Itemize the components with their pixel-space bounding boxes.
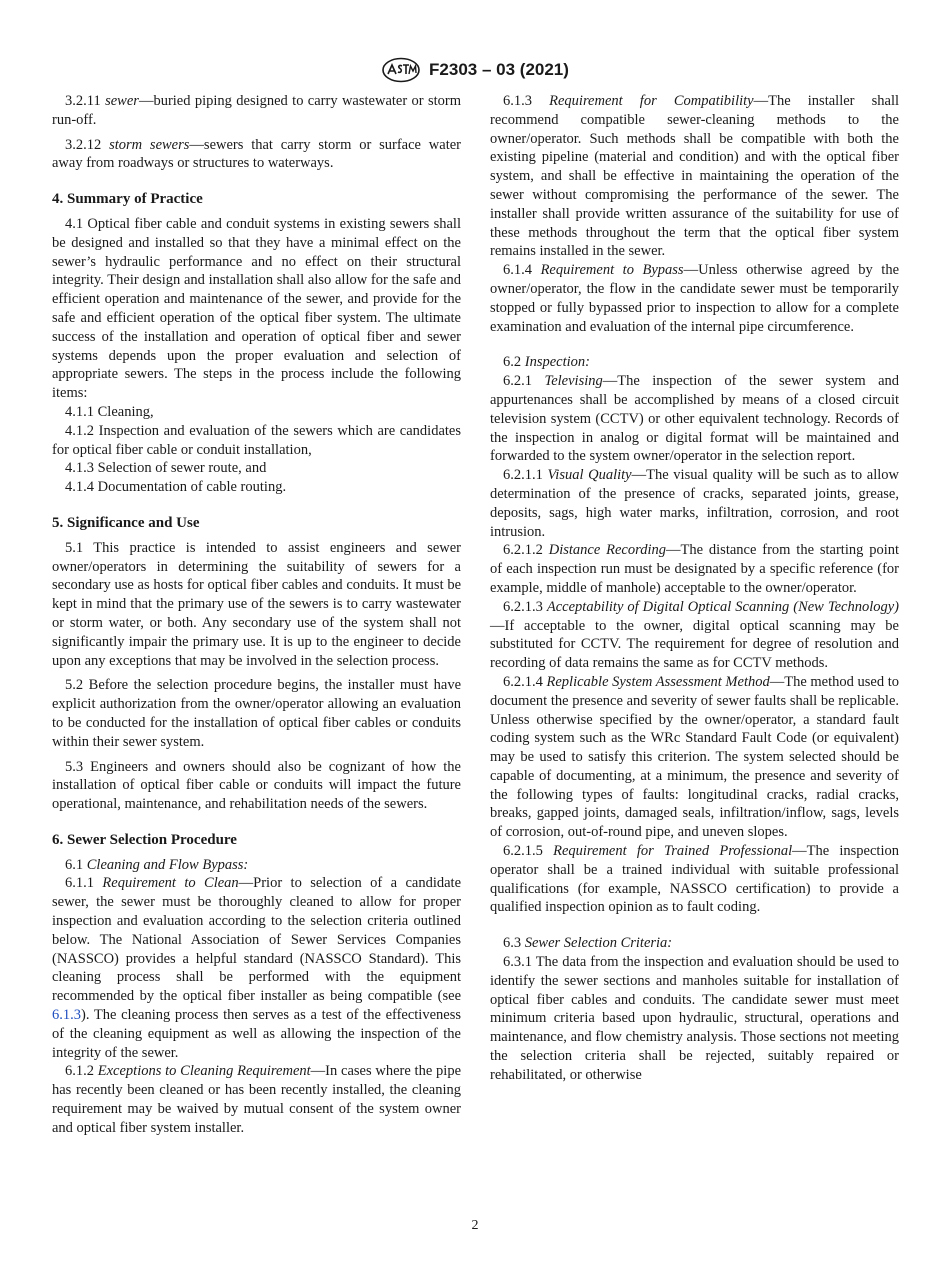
section-heading-6: 6. Sewer Selection Procedure <box>52 831 237 848</box>
paragraph-6-1: 6.1 Cleaning and Flow Bypass: <box>65 856 249 873</box>
paragraph-6-1-2: 6.1.2 Exceptions to Cleaning Requirement—In cases where the pipe has recently been cleaned or has been recently installed, the cleaning requirement may be waived by mutual consent of the system owner and optical fiber system installer. <box>52 1063 461 1136</box>
paragraph-6-1-4: 6.1.4 Requirement to Bypass—Unless otherwise agreed by the owner/operator, the flow in the candidate sewer must be temporarily stopped or fully bypassed prior to inspection to allow for a complete examination and evaluation of the internal pipe circumference. <box>490 262 900 335</box>
paragraph-6-3-1: 6.3.1 The data from the inspection and evaluation should be used to identify the sewer sections and manholes suitable for installation of optical fiber cables and conduits. The candidate sewer must meet minimum criteria based upon hydraulic, structural, operations and maintenance, and flow chemistry analysis. Those sections not meeting the selection criteria shall be rejected, suitably repaired or rehabilitated, or otherwise <box>490 954 899 1083</box>
paragraph-5-1: 5.1 This practice is intended to assist engineers and sewer owner/operators in determining the suitability of sewers for a secondary use as hosts for optical fiber cables and conduits. It must be kept in mind that the primary use of the sewers is to carry wastewater or storm water, or both. Any secondary use of the system shall not significantly impair the primary use. It is up to the engineer to decide upon any exceptions that may be involved in the selection process. <box>52 539 461 669</box>
paragraph-6-2-1-4: 6.2.1.4 Replicable System Assessment Method—The method used to document the presence and severity of sewer faults shall be replicable. Unless otherwise specified by the owner/operator, a standard fault coding system such as the WRc Standard Fault Code (or equivalent) may be used to satisfy this criterion. The system selected should be capable of documenting, at a minimum, the presence and severity of the following types of faults: longitudinal cracks, radial cracks, breaks, gapped joints, damaged seals, infiltration/inflow, sags, levels of corrosion, out-of-round pipe, and uneven slopes. <box>490 673 900 841</box>
section-heading-5: 5. Significance and Use <box>52 514 200 531</box>
paragraph-4-1-4: 4.1.4 Documentation of cable routing. <box>65 479 287 496</box>
section-link-6-1-3[interactable]: 6.1.3 <box>52 1007 81 1024</box>
paragraph-6-2-1: 6.2.1 Televising—The inspection of the sewer system and appurtenances shall be accomplished by means of a closed circuit television system (CCTV) or other equivalent technology. Records of the inspection in analog or digital format will be maintained and forwarded to the system owner/operator in the selection report. <box>490 373 900 465</box>
astm-logo-icon <box>381 57 421 83</box>
document-id: F2303 – 03 (2021) <box>429 60 569 79</box>
paragraph-3-2-11: 3.2.11 sewer—buried piping designed to carry wastewater or storm run-off. <box>52 93 462 128</box>
paragraph-6-1-1: 6.1.1 Requirement to Clean—Prior to selection of a candidate sewer, the sewer must be thoroughly cleaned to allow for proper inspection and evaluation according to the selection criteria outlined below. The National Association of Sewer Services Companies (NASSCO) provides a helpful standard (NASSCO Standard). This cleaning process shall be performed with the equipment recommended by the optical fiber installer as being compatible (see 6.1.3). The cleaning process then serves as a test of the effectiveness of the cleaning equipment as well as allowing the inspection of the integrity of the sewer. <box>52 875 461 1061</box>
page-number: 2 <box>471 1218 479 1233</box>
paragraph-6-2-1-1: 6.2.1.1 Visual Quality—The visual quality will be such as to allow determination of the presence of cracks, separated joints, grease, deposits, sags, high water marks, infiltration, corrosion, and root intrusion. <box>490 467 900 540</box>
left-column <box>52 92 461 1138</box>
paragraph-6-3: 6.3 Sewer Selection Criteria: <box>503 935 673 952</box>
paragraph-4-1-3: 4.1.3 Selection of sewer route, and <box>65 460 267 477</box>
paragraph-6-2-1-5: 6.2.1.5 Requirement for Trained Professional—The inspection operator shall be a trained individual with suitable professional qualifications (for example, NASSCO certification) to provide a qualified inspection opinion as to fault coding. <box>490 843 899 916</box>
paragraph-6-2-1-3: 6.2.1.3 Acceptability of Digital Optical Scanning (New Technology)—If acceptable to the owner, digital optical scanning may be substituted for CCTV. The requirement for degree of resolution and recording of data remains the same as for CCTV methods. <box>490 598 900 672</box>
paragraph-4-1-1: 4.1.1 Cleaning, <box>65 403 154 420</box>
paragraph-4-1-2: 4.1.2 Inspection and evaluation of the sewers which are candidates for optical fiber cable or conduit installation, <box>52 422 461 458</box>
paragraph-6-2: 6.2 Inspection: <box>503 354 590 371</box>
right-column <box>490 92 899 1085</box>
paragraph-6-2-1-2: 6.2.1.2 Distance Recording—The distance from the starting point of each inspection run must be designated by a specific reference (for example, middle of manhole) acceptable to the owner/operator. <box>490 542 900 596</box>
paragraph-3-2-12: 3.2.12 storm sewers—sewers that carry storm or surface water away from roadways or structures to waterways. <box>52 136 461 172</box>
paragraph-4-1: 4.1 Optical fiber cable and conduit systems in existing sewers shall be designed and installed so that they have a minimal effect on the sewer’s hydraulic performance and no effect on their structural integrity. Their design and installation shall also allow for the safe and efficient operation and maintenance of the sewer, and provide for the safe and efficient operation of the optical fiber system. The ultimate success of the installation and operation of optical fiber and sewer systems depends upon the proper evaluation and selection of appropriate sewers. The steps in the process include the following items: <box>52 215 461 402</box>
section-heading-4: 4. Summary of Practice <box>52 191 203 208</box>
paragraph-5-3: 5.3 Engineers and owners should also be cognizant of how the installation of optical fiber cable or conduits will impact the future operational, maintenance, and rehabilitation needs of the sewers. <box>52 758 461 813</box>
paragraph-5-2: 5.2 Before the selection procedure begins, the installer must have explicit authorization from the owner/operator allowing an evaluation to be conducted for the installation of optical fiber cables or conduits within their sewer system. <box>52 677 461 750</box>
paragraph-6-1-3: 6.1.3 Requirement for Compatibility—The installer shall recommend compatible sewer-cleaning methods to the owner/operator. Such methods shall be compatible with both the existing pipeline (material and condition) and with the optical fiber system, and shall be effective in maintaining the operation of the sewer without compromising the performance of the sewer. The installer shall provide written assurance of the suitability for use of these methods throughout the term that the optical fiber system remains installed in the sewer. <box>490 93 899 260</box>
page-header <box>0 56 950 84</box>
